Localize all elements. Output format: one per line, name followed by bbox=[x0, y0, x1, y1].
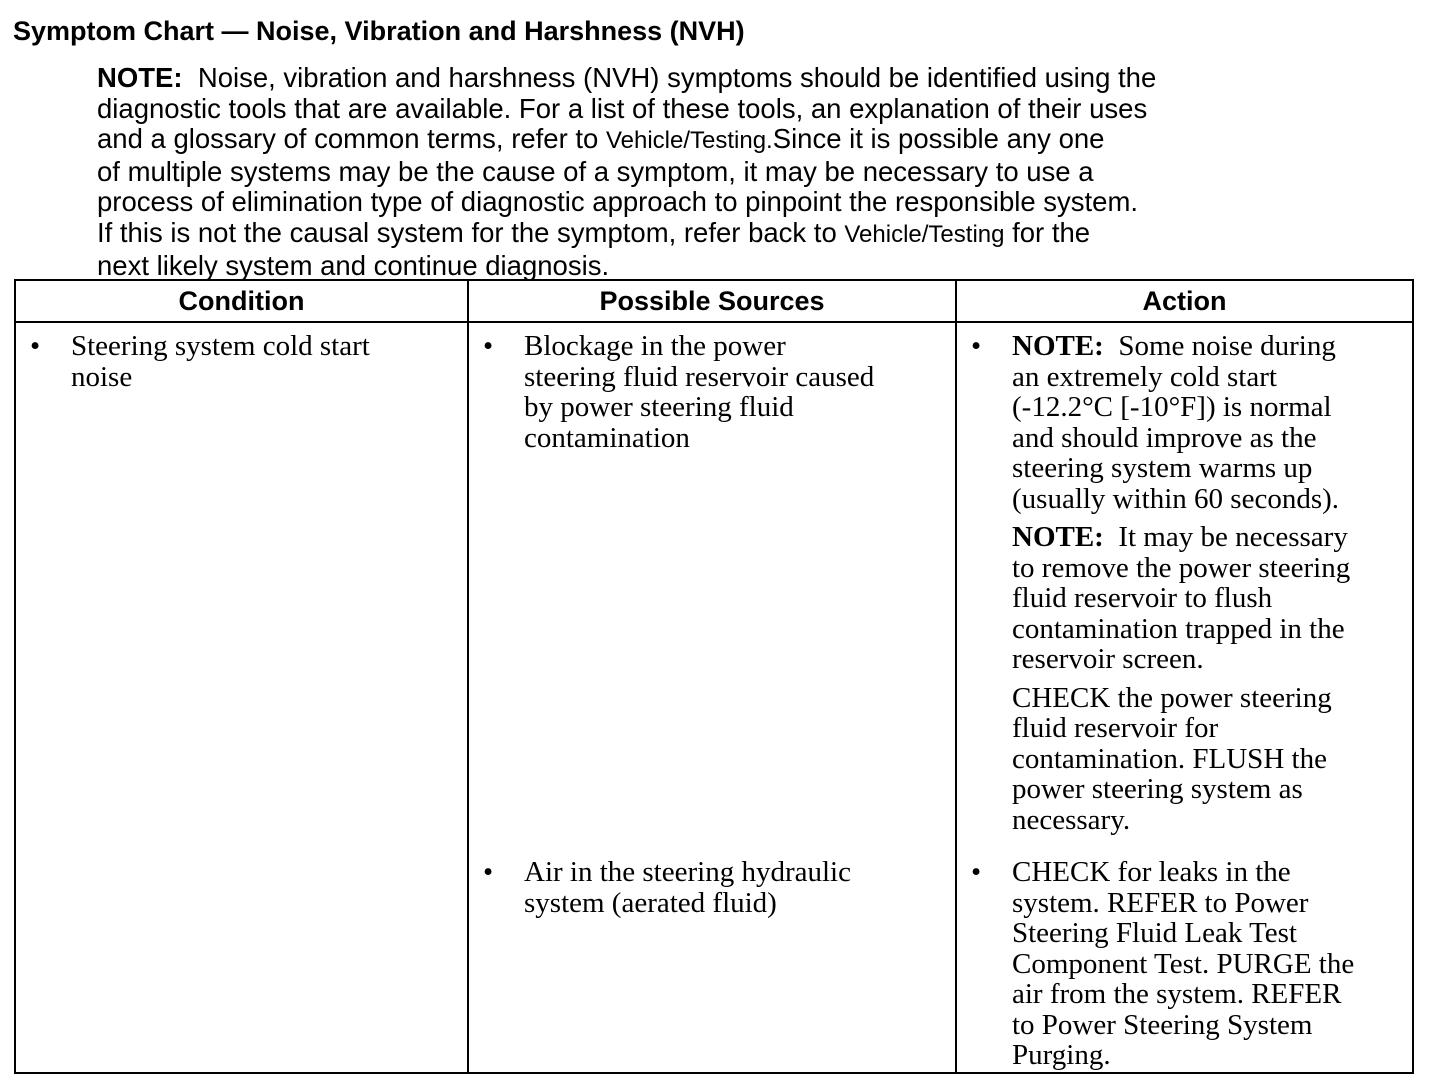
page-title: Symptom Chart — Noise, Vibration and Harshness (NVH) bbox=[13, 16, 745, 46]
text-line: Air in the steering hydraulic bbox=[524, 856, 851, 888]
condition-column bbox=[16, 281, 469, 1072]
note-label: NOTE: bbox=[97, 62, 183, 93]
text-line: reservoir screen. bbox=[1012, 643, 1204, 675]
text-line: contamination. FLUSH the bbox=[1012, 742, 1327, 775]
text-line: steering system warms up bbox=[1012, 452, 1313, 484]
note-line-2: diagnostic tools that are available. For a list of these tools, an explanation of their uses bbox=[97, 92, 1148, 124]
text-line: Blockage in the power bbox=[524, 330, 786, 362]
text-line: Purging. bbox=[1012, 1039, 1111, 1071]
action-text bbox=[1012, 857, 1404, 1071]
vehicle-testing-reference-link[interactable]: Vehicle/Testing. bbox=[605, 127, 773, 155]
text-line: to Power Steering System bbox=[1012, 1008, 1313, 1041]
text-line: an extremely cold start bbox=[1012, 360, 1277, 393]
action-column bbox=[957, 281, 1412, 1072]
note-label: NOTE: bbox=[1012, 330, 1104, 362]
action-check-paragraph bbox=[1012, 683, 1404, 836]
note-text-3b: Since it is possible any one bbox=[772, 123, 1105, 155]
symptom-table bbox=[14, 279, 1414, 1074]
text-line: Steering Fluid Leak Test bbox=[1012, 917, 1297, 949]
bullet: • bbox=[971, 330, 982, 362]
condition-text bbox=[71, 331, 459, 392]
text-line: system. REFER to Power bbox=[1012, 886, 1309, 919]
text-line: CHECK the power steering bbox=[1012, 681, 1332, 714]
text-line: system (aerated fluid) bbox=[524, 886, 777, 919]
action-header: Action bbox=[957, 281, 1412, 323]
text-line: (-12.2°C [-10°F]) is normal bbox=[1012, 391, 1332, 423]
note-line-3 bbox=[97, 124, 1377, 157]
note-line-5: process of elimination type of diagnostic approach to pinpoint the responsible system. bbox=[97, 186, 1139, 218]
text-line: and should improve as the bbox=[1012, 421, 1317, 454]
action-note-paragraph bbox=[1012, 522, 1404, 675]
note-line-1 bbox=[97, 63, 1377, 94]
text-line: CHECK for leaks in the bbox=[1012, 856, 1291, 888]
text-fragment: Some noise during bbox=[1118, 330, 1336, 362]
text-line: to remove the power steering bbox=[1012, 551, 1351, 584]
text-line: Steering system cold start bbox=[71, 330, 370, 362]
source-text bbox=[524, 331, 947, 453]
text-line: by power steering fluid bbox=[524, 391, 794, 423]
text-line: contamination trapped in the bbox=[1012, 612, 1345, 645]
text-line: steering fluid reservoir caused bbox=[524, 360, 875, 393]
note-line-4: of multiple systems may be the cause of a symptom, it may be necessary to use a bbox=[97, 155, 1094, 187]
note-text-6: If this is not the causal system for the symptom, refer back to bbox=[97, 216, 837, 248]
text-line: power steering system as bbox=[1012, 773, 1303, 805]
note-label: NOTE: bbox=[1012, 521, 1104, 553]
text-line: noise bbox=[71, 360, 133, 393]
text-line bbox=[1012, 331, 1404, 362]
text-fragment: It may be necessary bbox=[1118, 521, 1348, 553]
text-line: fluid reservoir for bbox=[1012, 712, 1219, 744]
text-line bbox=[1012, 522, 1404, 553]
note-line-6 bbox=[97, 218, 1377, 251]
action-note-paragraph bbox=[1012, 331, 1404, 514]
sources-header: Possible Sources bbox=[469, 281, 955, 323]
text-line: necessary. bbox=[1012, 803, 1131, 836]
text-line: Component Test. PURGE the bbox=[1012, 947, 1355, 980]
bullet: • bbox=[483, 856, 494, 888]
note-text-6b: for the bbox=[1012, 216, 1091, 248]
vehicle-testing-reference-link[interactable]: Vehicle/Testing bbox=[844, 220, 1005, 248]
bullet: • bbox=[30, 330, 41, 362]
bullet: • bbox=[483, 330, 494, 362]
note-text-3: and a glossary of common terms, refer to bbox=[97, 123, 599, 155]
source-text bbox=[524, 857, 947, 918]
text-line: (usually within 60 seconds). bbox=[1012, 482, 1340, 515]
text-line: fluid reservoir to flush bbox=[1012, 582, 1273, 614]
note-block bbox=[97, 63, 1377, 281]
note-line-7: next likely system and continue diagnosis. bbox=[97, 249, 610, 281]
condition-header: Condition bbox=[16, 281, 467, 323]
action-text bbox=[1012, 331, 1404, 843]
bullet: • bbox=[971, 856, 982, 888]
text-line: air from the system. REFER bbox=[1012, 978, 1342, 1010]
note-text-1: Noise, vibration and harshness (NVH) symptoms should be identified using the bbox=[197, 62, 1157, 93]
text-line: contamination bbox=[524, 421, 690, 454]
sources-column bbox=[469, 281, 957, 1072]
